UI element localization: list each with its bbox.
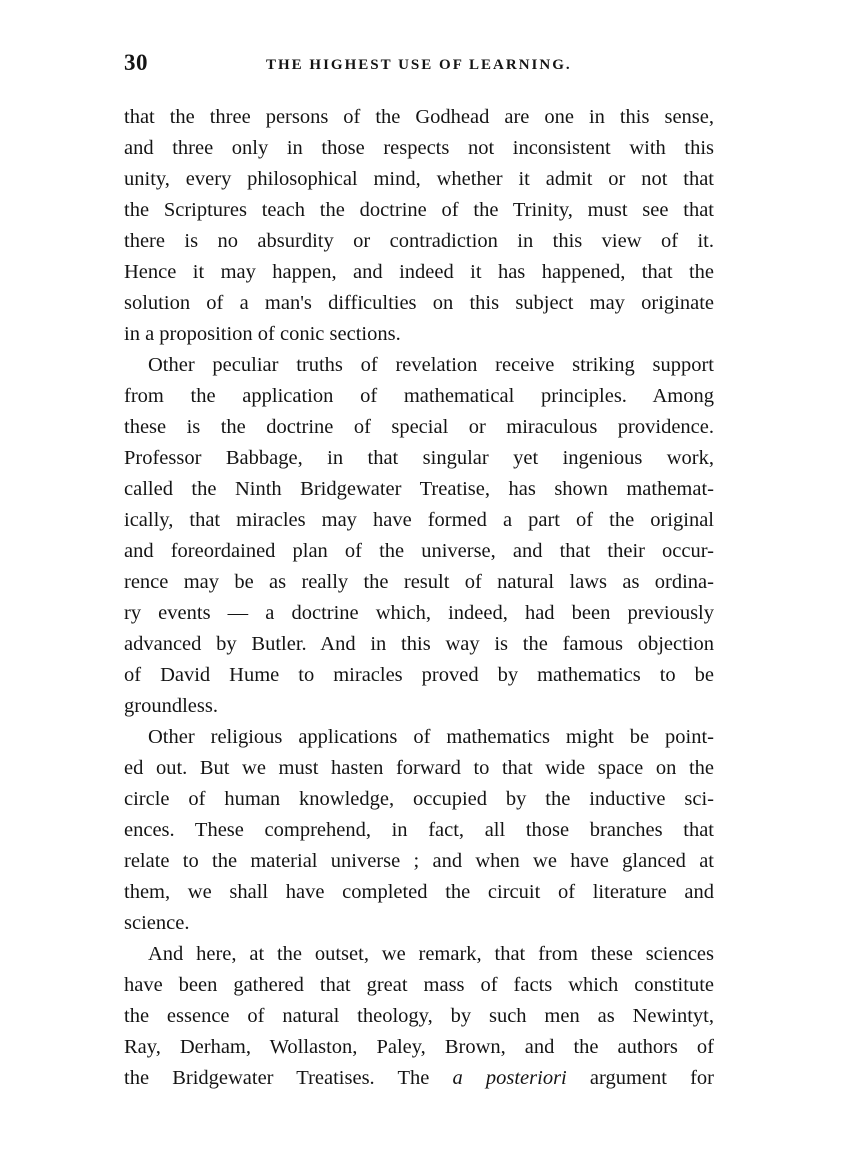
text-line: Professor Babbage, in that singular yet ingenious work, [124, 447, 714, 469]
text-line: ry events — a doctrine which, indeed, had been previously [124, 602, 714, 624]
text-line-with-italic [124, 1063, 714, 1094]
text-line: unity, every philosophical mind, whether it admit or not that [124, 168, 714, 190]
text-line: from the application of mathematical principles. Among [124, 385, 714, 407]
text-line: Other religious applications of mathematics might be point- [148, 726, 714, 748]
text-line: circle of human knowledge, occupied by the inductive sci- [124, 788, 714, 810]
text-line: there is no absurdity or contradiction in this view of it. [124, 230, 714, 252]
page-header [124, 50, 716, 80]
text-line: Ray, Derham, Wollaston, Paley, Brown, and the authors of [124, 1036, 714, 1058]
text-line: and foreordained plan of the universe, and that their occur- [124, 540, 714, 562]
text-line: Hence it may happen, and indeed it has happened, that the [124, 261, 714, 283]
text-line: of David Hume to miracles proved by mathematics to be [124, 664, 714, 686]
text-line: in a proposition of conic sections. [124, 323, 401, 345]
text-run: the Bridgewater Treatises. The [124, 1067, 453, 1089]
text-line: Other peculiar truths of revelation receive striking support [148, 354, 714, 376]
paragraph [124, 939, 714, 1094]
text-line: and three only in those respects not inconsistent with this [124, 137, 714, 159]
text-line: advanced by Butler. And in this way is the famous objection [124, 633, 714, 655]
text-line: them, we shall have completed the circuit of literature and [124, 881, 714, 903]
paragraph [124, 102, 714, 350]
paragraph [124, 350, 714, 722]
text-line: solution of a man's difficulties on this subject may originate [124, 292, 714, 314]
text-run: argument for [566, 1067, 715, 1089]
text-line: relate to the material universe ; and when we have glanced at [124, 850, 714, 872]
text-line: science. [124, 912, 190, 934]
body-text [124, 102, 714, 1094]
text-line: ences. These comprehend, in fact, all those branches that [124, 819, 714, 841]
text-line: the Scriptures teach the doctrine of the Trinity, must see that [124, 199, 714, 221]
italic-phrase: a posteriori [452, 1067, 567, 1089]
text-line: ed out. But we must hasten forward to that wide space on the [124, 757, 714, 779]
text-line: have been gathered that great mass of facts which constitute [124, 974, 714, 996]
text-line: ically, that miracles may have formed a part of the original [124, 509, 714, 531]
text-line: And here, at the outset, we remark, that from these sciences [148, 943, 714, 965]
paragraph [124, 722, 714, 939]
text-line: these is the doctrine of special or miraculous providence. [124, 416, 714, 438]
text-line: groundless. [124, 695, 218, 717]
text-line: that the three persons of the Godhead are one in this sense, [124, 106, 714, 128]
page-number: 30 [124, 50, 148, 75]
running-head: THE HIGHEST USE OF LEARNING. [266, 57, 572, 73]
text-line: the essence of natural theology, by such men as Newintyt, [124, 1005, 714, 1027]
text-line: called the Ninth Bridgewater Treatise, has shown mathemat- [124, 478, 714, 500]
text-line: rence may be as really the result of natural laws as ordina- [124, 571, 714, 593]
